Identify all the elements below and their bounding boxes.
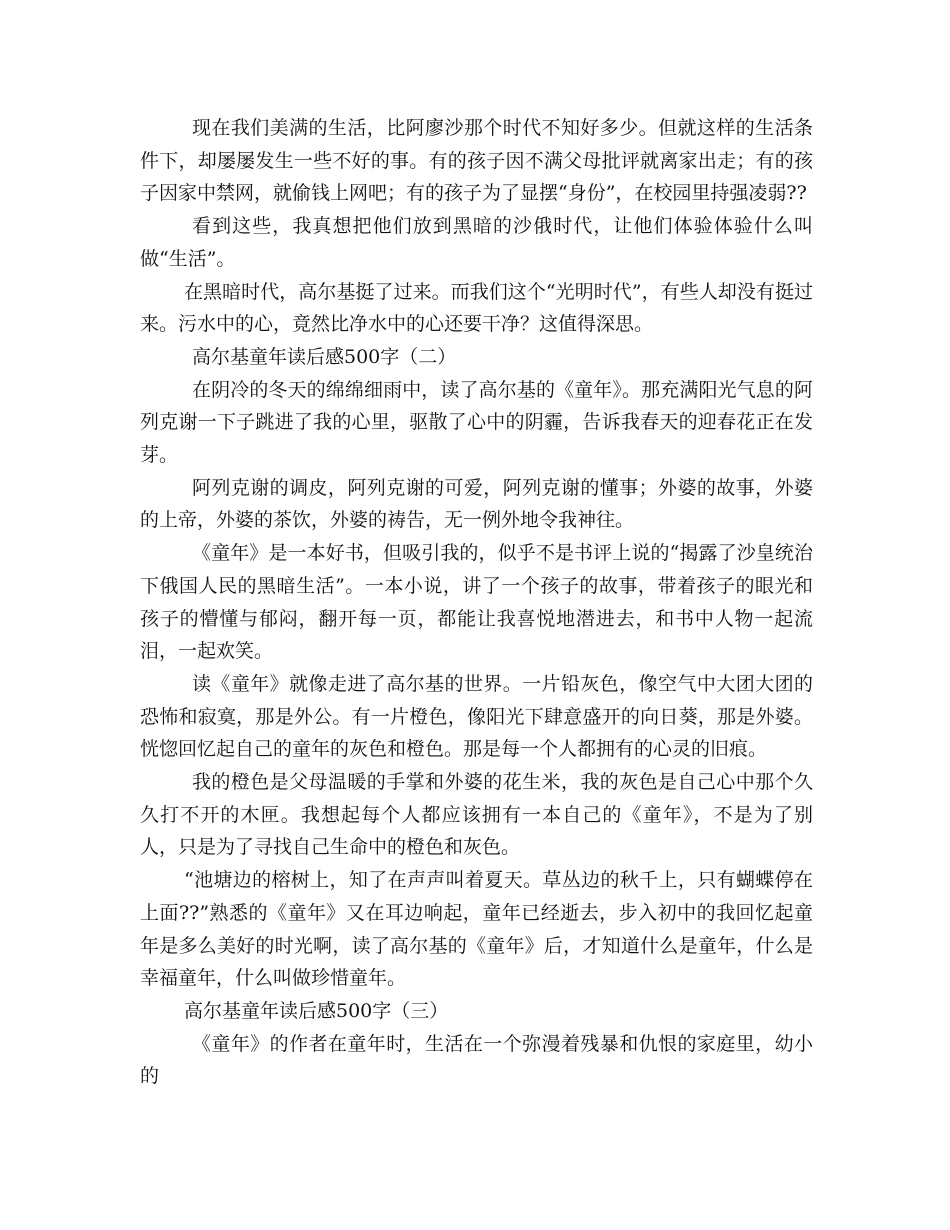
paragraph: 我的橙色是父母温暖的手掌和外婆的花生米，我的灰色是自己心中那个久久打不开的木匣。我想起每个人都应该拥有一本自己的《童年》，不是为了别人，只是为了寻找自己生命中的橙色和灰色。 (140, 771, 813, 859)
paragraph: 阿列克谢的调皮，阿列克谢的可爱，阿列克谢的懂事；外婆的故事，外婆的上帝，外婆的茶饮，外婆的祷告，无一例外地令我神往。 (140, 476, 813, 532)
section-heading: 高尔基童年读后感500字（二） (192, 345, 457, 368)
paragraph: 现在我们美满的生活，比阿廖沙那个时代不知好多少。但就这样的生活条件下，却屡屡发生一些不好的事。有的孩子因不满父母批评就离家出走；有的孩子因家中禁网，就偷钱上网吧；有的孩子为了显摆“身份”，在校园里持强凌弱?? (140, 117, 813, 205)
paragraph: 《童年》的作者在童年时，生活在一个弥漫着残暴和仇恨的家庭里，幼小的 (140, 1032, 813, 1088)
section-heading: 高尔基童年读后感500字（三） (184, 999, 449, 1022)
document-body (140, 112, 813, 1093)
paragraph: 在黑暗时代，高尔基挺了过来。而我们这个“光明时代”，有些人却没有挺过来。污水中的心，竟然比净水中的心还要干净？这值得深思。 (140, 280, 813, 336)
paragraph: 看到这些，我真想把他们放到黑暗的沙俄时代，让他们体验体验什么叫做“生活”。 (140, 215, 813, 270)
paragraph: 读《童年》就像走进了高尔基的世界。一片铅灰色，像空气中大团大团的恐怖和寂寞，那是外公。有一片橙色，像阳光下肆意盛开的向日葵，那是外婆。恍惚回忆起自己的童年的灰色和橙色。那是每一个人都拥有的心灵的旧痕。 (140, 672, 813, 761)
paragraph: 《童年》是一本好书，但吸引我的，似乎不是书评上说的“揭露了沙皇统治下俄国人民的黑暗生活”。一本小说，讲了一个孩子的故事，带着孩子的眼光和孩子的懵懂与郁闷，翻开每一页，都能让我喜悦地潜进去，和书中人物一起流泪，一起欢笑。 (140, 542, 813, 663)
paragraph: 在阴冷的冬天的绵绵细雨中，读了高尔基的《童年》。那充满阳光气息的阿列克谢一下子跳进了我的心里，驱散了心中的阴霾，告诉我春天的迎春花正在发芽。 (140, 378, 813, 467)
paragraph: “池塘边的榕树上，知了在声声叫着夏天。草丛边的秋千上，只有蝴蝶停在上面??”熟悉的《童年》又在耳边响起，童年已经逝去，步入初中的我回忆起童年是多么美好的时光啊，读了高尔基的《童年》后，才知道什么是童年，什么是幸福童年，什么叫做珍惜童年。 (140, 869, 813, 990)
